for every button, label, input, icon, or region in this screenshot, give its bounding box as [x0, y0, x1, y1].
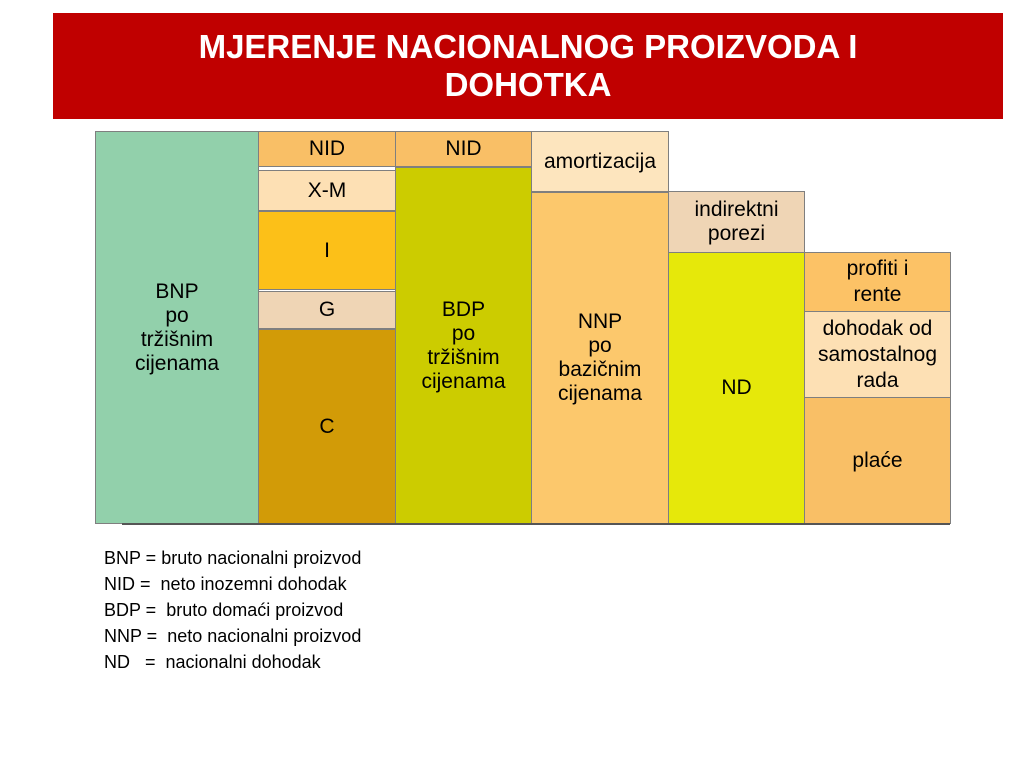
dohodak-label-line: rada	[856, 368, 899, 392]
nd-label: ND	[721, 376, 752, 399]
amortizacija-block	[531, 131, 669, 192]
dohodak-label-line: samostalnog	[817, 342, 938, 366]
page-title: MJERENJE NACIONALNOG PROIZVODA I DOHOTKA	[198, 28, 858, 103]
legend-item-nnp: NNP = neto nacionalni proizvod	[104, 626, 362, 646]
i-block	[258, 211, 396, 290]
indirektni-porezi-label-line: porezi	[707, 222, 766, 245]
xm-block	[258, 170, 396, 211]
nid-block-1	[258, 131, 396, 167]
bdp-label-line: po	[451, 321, 476, 345]
nid-label: NID	[308, 137, 346, 160]
bdp-label-line: tržišnim	[427, 345, 500, 369]
legend-item-nid: NID = neto inozemni dohodak	[104, 574, 347, 594]
bnp-label-line: BNP	[155, 279, 199, 303]
bnp-block	[95, 131, 259, 524]
c-label: C	[319, 414, 335, 438]
bdp-label-line: BDP	[441, 297, 486, 321]
profiti-rente-label-line: rente	[853, 283, 902, 306]
legend-item-bdp: BDP = bruto domaći proizvod	[104, 600, 344, 620]
g-label: G	[318, 298, 336, 321]
g-block	[258, 291, 396, 329]
place-label: plaće	[852, 448, 903, 472]
profiti-rente-block	[804, 252, 951, 312]
dohodak-label-line: dohodak od	[822, 316, 933, 340]
nnp-label-line: NNP	[577, 310, 623, 333]
nid-block-2	[395, 131, 532, 167]
nnp-label-line: cijenama	[557, 382, 643, 405]
bnp-label-line: cijenama	[134, 351, 220, 375]
legend	[104, 545, 361, 675]
bnp-label-line: tržišnim	[140, 327, 214, 351]
legend-item-nd: ND = nacionalni dohodak	[104, 652, 321, 672]
indirektni-porezi-label-line: indirektni	[694, 198, 779, 221]
bdp-block	[395, 167, 532, 524]
nid-label: NID	[445, 137, 482, 160]
bdp-label-line: cijenama	[421, 369, 506, 393]
dohodak-samostalnog-rada-block	[804, 311, 951, 398]
i-label: I	[324, 238, 330, 262]
nnp-label-line: bazičnim	[558, 358, 642, 381]
profiti-rente-label-line: profiti i	[846, 257, 909, 280]
amortizacija-label: amortizacija	[543, 149, 657, 173]
c-block	[258, 329, 396, 524]
place-block	[804, 397, 951, 524]
bnp-label-line: po	[165, 303, 189, 327]
xm-label: X-M	[307, 178, 347, 202]
diagram-baseline	[122, 523, 950, 525]
nnp-block	[531, 192, 669, 524]
nnp-label-line: po	[588, 334, 612, 357]
title-banner	[53, 13, 1003, 119]
nd-block	[668, 252, 805, 524]
legend-item-bnp: BNP = bruto nacionalni proizvod	[104, 548, 362, 568]
indirektni-porezi-block	[668, 191, 805, 253]
